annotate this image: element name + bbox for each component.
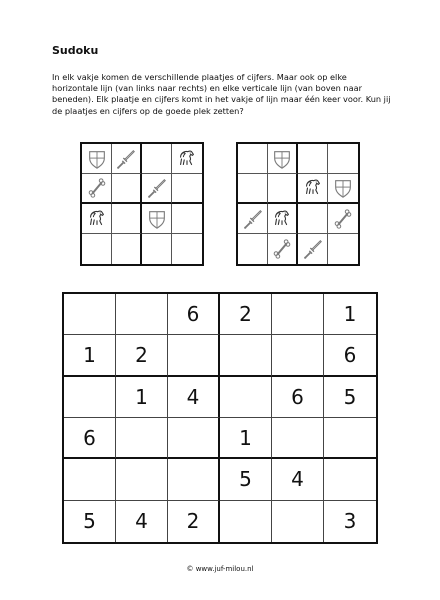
picture-cell	[268, 174, 298, 204]
sudoku-cell: 4	[116, 501, 168, 542]
sudoku-cell: 6	[168, 294, 220, 335]
sudoku-cell	[64, 459, 116, 500]
sudoku-cell	[324, 459, 376, 500]
picture-sudoku-right	[236, 142, 360, 266]
picture-cell	[238, 144, 268, 174]
sudoku-cell	[64, 377, 116, 418]
horse-icon	[271, 208, 293, 230]
sudoku-cell: 6	[272, 377, 324, 418]
sudoku-cell	[220, 335, 272, 376]
shield-icon	[146, 208, 168, 230]
sudoku-cell: 1	[116, 377, 168, 418]
number-sudoku-grid	[62, 292, 378, 544]
picture-cell	[328, 204, 358, 234]
sudoku-cell: 5	[324, 377, 376, 418]
picture-cell	[172, 144, 202, 174]
picture-cell	[112, 234, 142, 264]
picture-cell	[328, 144, 358, 174]
bone-icon	[332, 208, 354, 230]
shield-icon	[86, 148, 108, 170]
picture-cell	[268, 144, 298, 174]
sudoku-cell	[168, 418, 220, 459]
sword-icon	[146, 177, 168, 199]
sudoku-cell	[272, 418, 324, 459]
sudoku-cell	[272, 335, 324, 376]
shield-icon	[271, 148, 293, 170]
picture-cell	[142, 204, 172, 234]
sudoku-cell	[168, 335, 220, 376]
sudoku-cell	[324, 418, 376, 459]
sudoku-cell: 6	[324, 335, 376, 376]
sudoku-cell: 2	[168, 501, 220, 542]
picture-cell	[298, 234, 328, 264]
sudoku-cell: 4	[272, 459, 324, 500]
picture-cell	[298, 174, 328, 204]
picture-cell	[172, 174, 202, 204]
picture-cell	[172, 234, 202, 264]
sudoku-cell: 1	[220, 418, 272, 459]
picture-cell	[298, 204, 328, 234]
footer-copyright: © www.juf-milou.nl	[186, 565, 254, 573]
sword-icon	[115, 148, 137, 170]
sudoku-cell: 2	[116, 335, 168, 376]
sudoku-cell: 1	[324, 294, 376, 335]
picture-cell	[328, 174, 358, 204]
picture-cell	[112, 144, 142, 174]
picture-cell	[298, 144, 328, 174]
picture-cell	[112, 174, 142, 204]
picture-cell	[112, 204, 142, 234]
sudoku-cell: 1	[64, 335, 116, 376]
picture-cell	[238, 234, 268, 264]
sword-icon	[242, 208, 264, 230]
picture-cell	[142, 234, 172, 264]
picture-cell	[238, 204, 268, 234]
picture-cell	[82, 204, 112, 234]
picture-cell	[268, 234, 298, 264]
picture-cell	[172, 204, 202, 234]
sudoku-cell	[272, 501, 324, 542]
sudoku-cell: 6	[64, 418, 116, 459]
sudoku-cell: 5	[64, 501, 116, 542]
bone-icon	[86, 177, 108, 199]
sudoku-cell	[220, 501, 272, 542]
picture-sudoku-left	[80, 142, 204, 266]
bone-icon	[271, 238, 293, 260]
picture-cell	[82, 234, 112, 264]
sword-icon	[302, 238, 324, 260]
sudoku-cell	[168, 459, 220, 500]
sudoku-cell	[220, 377, 272, 418]
picture-cell	[238, 174, 268, 204]
horse-icon	[86, 208, 108, 230]
horse-icon	[302, 177, 324, 199]
picture-cell	[142, 144, 172, 174]
picture-cell	[82, 174, 112, 204]
sudoku-cell: 2	[220, 294, 272, 335]
shield-icon	[332, 177, 354, 199]
picture-cell	[268, 204, 298, 234]
instructions-text: In elk vakje komen de verschillende plaatjes of cijfers. Maar ook op elke horizontale lijn (van links naar rechts) en elke verticale lijn (van boven naar beneden). Elk plaatje en cijfers komt in het vakje of lijn maar één keer voor. Kun jij de plaatjes en cijfers op de goede plek zetten?	[52, 72, 391, 116]
sudoku-cell	[64, 294, 116, 335]
sudoku-cell: 5	[220, 459, 272, 500]
sudoku-cell	[116, 418, 168, 459]
horse-icon	[176, 148, 198, 170]
picture-cell	[142, 174, 172, 204]
sudoku-cell	[272, 294, 324, 335]
picture-cell	[82, 144, 112, 174]
picture-cell	[328, 234, 358, 264]
sudoku-cell	[116, 459, 168, 500]
page-title: Sudoku	[52, 44, 99, 57]
sudoku-cell: 3	[343, 509, 357, 534]
sudoku-cell: 4	[168, 377, 220, 418]
sudoku-cell	[116, 294, 168, 335]
